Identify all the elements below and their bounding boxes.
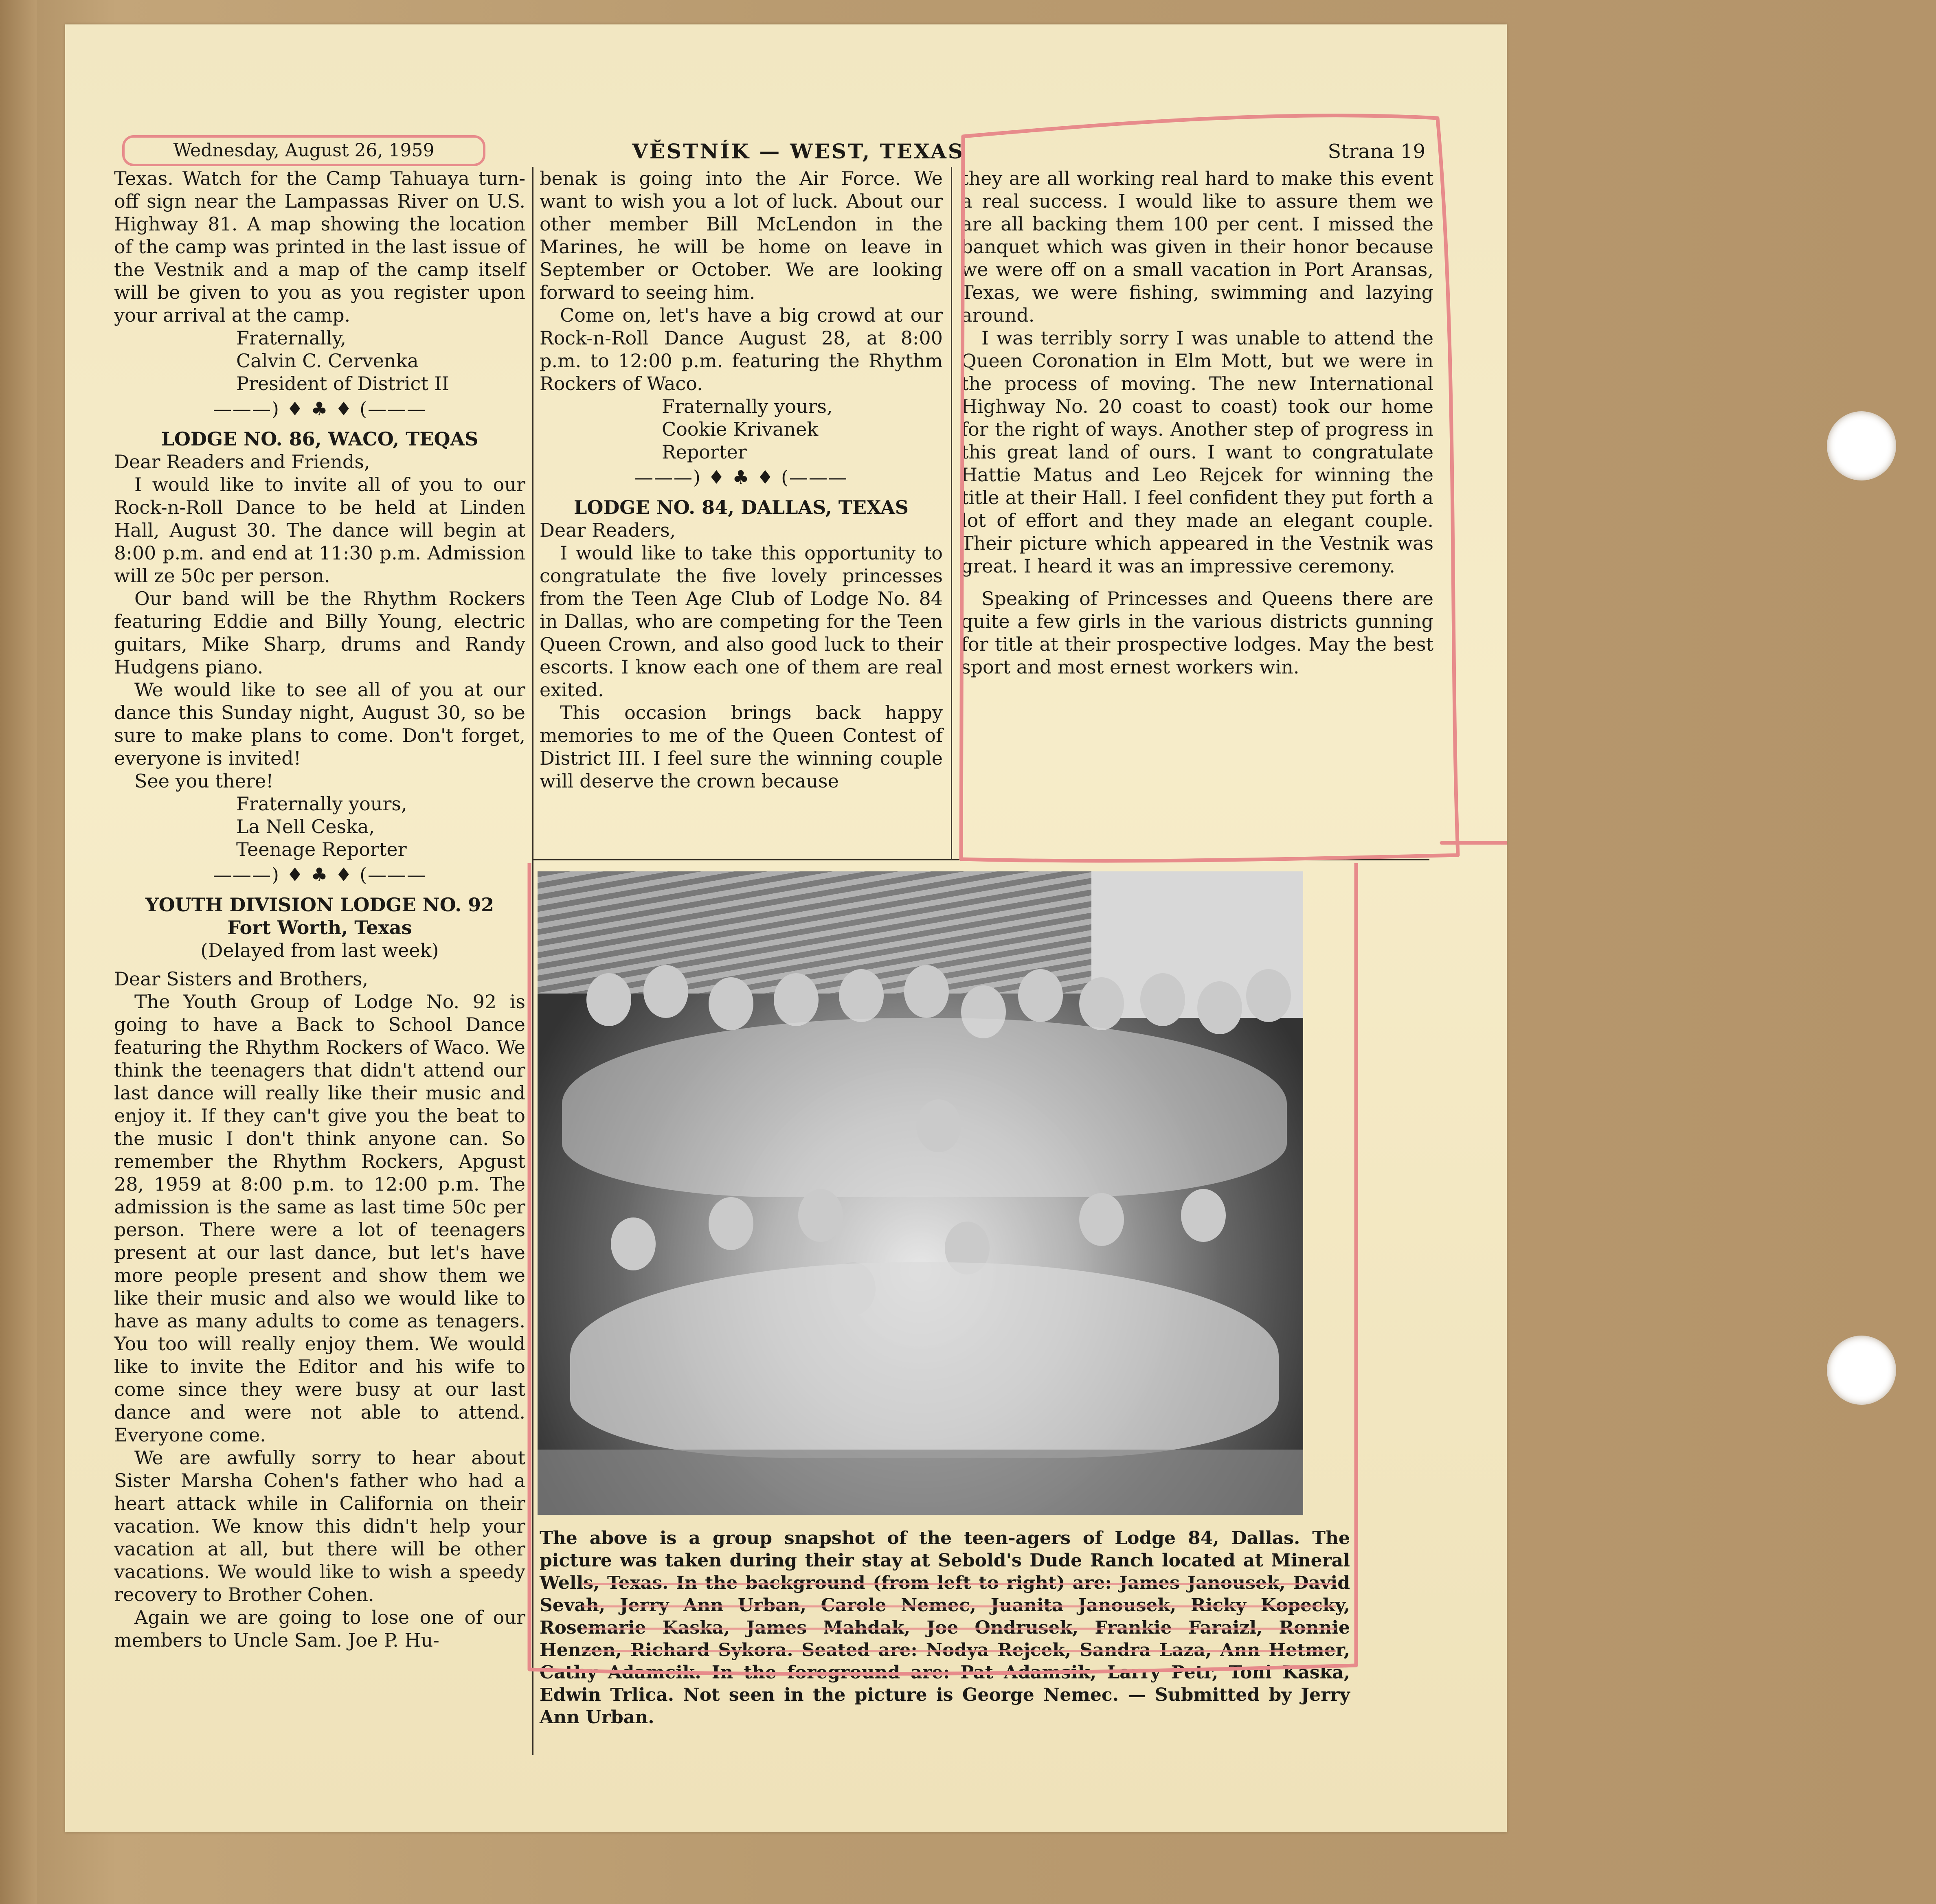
person-head bbox=[1197, 981, 1242, 1034]
article-paragraph: See you there! bbox=[134, 770, 274, 792]
article-paragraph: We are awfully sorry to hear about Sister Marsha Cohen's father who had a heart attack while in California on their vacation. We know this didn't help your vacation at all, but there will be other vacations. We would like to wish a speedy recovery to Brother Cohen. bbox=[114, 1447, 525, 1606]
seated-row bbox=[570, 1262, 1279, 1458]
section-ornament: ———) ♦ ♣ ♦ (——— bbox=[213, 398, 427, 420]
page-number: Strana 19 bbox=[1328, 140, 1425, 163]
article-heading: LODGE NO. 86, WACO, TEQAS bbox=[161, 428, 479, 450]
signature-closing: Fraternally yours, bbox=[662, 395, 833, 417]
article-paragraph: I would like to invite all of you to our Rock-n-Roll Dance to be held at Linden Hall, August 30. The dance will begin at 8:00 p.m. and end at 11:30 p.m. Admission will ze 50c per person. bbox=[114, 474, 525, 587]
column-1 bbox=[114, 167, 525, 1652]
article-paragraph: Come on, let's have a big crowd at our Rock-n-Roll Dance August 28, at 8:00 p.m. to 12:00 p.m. featuring the Rhythm Rockers of Waco. bbox=[540, 304, 943, 395]
issue-date: Wednesday, August 26, 1959 bbox=[122, 135, 485, 166]
signature-closing: Fraternally yours, bbox=[236, 793, 407, 815]
person-head bbox=[916, 1099, 961, 1152]
person-head bbox=[774, 973, 819, 1026]
article-paragraph: Our band will be the Rhythm Rockers featuring Eddie and Billy Young, electric guitars, Mike Sharp, drums and Randy Hudgens piano. bbox=[114, 588, 525, 678]
signature-title: Reporter bbox=[662, 441, 747, 463]
article-continuation: Texas. Watch for the Camp Tahuaya turn-off sign near the Lampassas River on U.S. Highway 81. A map showing the location of the camp was printed in the last issue of the Vestnik and a map of the camp itself will be given to you as you register upon your arrival at the camp. bbox=[114, 167, 525, 326]
photo-ground bbox=[538, 1450, 1303, 1515]
article-greeting: Dear Sisters and Brothers, bbox=[114, 968, 369, 990]
article-greeting: Dear Readers, bbox=[540, 519, 676, 541]
person-head bbox=[1079, 1193, 1124, 1246]
signature-title: Teenage Reporter bbox=[236, 838, 407, 860]
section-ornament: ———) ♦ ♣ ♦ (——— bbox=[213, 864, 427, 886]
person-head bbox=[709, 977, 753, 1030]
column-rule bbox=[532, 167, 533, 1755]
article-paragraph: I would like to take this opportunity to congratulate the five lovely princesses from the Teen Age Club of Lodge No. 84 in Dallas, who are competing for the Teen Queen Crown, and also good luck to their escorts. I know each one of them are real exited. bbox=[540, 542, 943, 701]
page-binding-edge bbox=[0, 0, 37, 1904]
article-note: (Delayed from last week) bbox=[200, 939, 439, 961]
article-continuation: benak is going into the Air Force. We want to wish you a lot of luck. About our other member Bill McLendon in the Marines, he will be home on leave in September or October. We are looking forward to seeing him. bbox=[540, 167, 943, 303]
signature-closing: Fraternally, bbox=[236, 327, 347, 349]
section-ornament: ———) ♦ ♣ ♦ (——— bbox=[634, 466, 848, 488]
person-head bbox=[643, 965, 688, 1018]
article-paragraph: The Youth Group of Lodge No. 92 is going to have a Back to School Dance featuring the Rhythm Rockers of Waco. We think the teenagers that didn't attend our last dance will really like their music and enjoy it. If they can't give you the beat to the music I don't think anyone can. So remember the Rhythm Rockers, Apgust 28, 1959 at 8:00 p.m. to 12:00 p.m. The admission is the same as last time 50c per person. There were a lot of teenagers present at our last dance, but let's have more people present and show them we like their music and also we would like to have as many adults to come as tenagers. You too will really enjoy them. We would like to invite the Editor and his wife to come since they were busy at our last dance and were not able to attend. Everyone come. bbox=[114, 991, 525, 1446]
signature-name: La Nell Ceska, bbox=[236, 816, 375, 838]
horizontal-rule bbox=[533, 859, 1429, 860]
person-head bbox=[798, 1189, 843, 1242]
article-paragraph: I was terribly sorry I was unable to attend the Queen Coronation in Elm Mott, but we were in the process of moving. The new International Highway No. 20 coast to coast) took our home for the right of ways. Another step of progress in this great land of ours. I want to congratulate Hattie Matus and Leo Rejcek for winning the title at their Hall. I feel confident they put forth a lot of effort and they made an elegant couple. Their picture which appeared in the Vestnik was great. I heard it was an impressive ceremony. bbox=[961, 327, 1433, 577]
person-head bbox=[586, 973, 631, 1026]
column-2 bbox=[540, 167, 943, 792]
pink-arrow bbox=[1442, 823, 1507, 863]
article-heading: LODGE NO. 84, DALLAS, TEXAS bbox=[574, 496, 909, 518]
article-greeting: Dear Readers and Friends, bbox=[114, 451, 370, 473]
article-heading: YOUTH DIVISION LODGE NO. 92 bbox=[145, 894, 494, 916]
signature-title: President of District II bbox=[236, 373, 449, 395]
article-paragraph: This occasion brings back happy memories to me of the Queen Contest of District III. I feel sure the winning couple will deserve the crown because bbox=[540, 702, 943, 792]
person-head bbox=[709, 1197, 753, 1250]
newspaper-clipping bbox=[65, 24, 1507, 1832]
column-rule bbox=[951, 167, 952, 859]
person-head bbox=[1181, 1189, 1226, 1242]
signature-name: Cookie Krivanek bbox=[662, 418, 819, 440]
person-head bbox=[1079, 977, 1124, 1030]
article-paragraph: Speaking of Princesses and Queens there are quite a few girls in the various districts gunning for title at their prospective lodges. May the best sport and most ernest workers win. bbox=[961, 588, 1433, 678]
signature-name: Calvin C. Cervenka bbox=[236, 350, 419, 372]
article-subheading: Fort Worth, Texas bbox=[227, 917, 412, 939]
person-head bbox=[611, 1217, 656, 1270]
binder-hole bbox=[1827, 1336, 1896, 1405]
person-head bbox=[1018, 969, 1063, 1022]
article-continuation: they are all working real hard to make this event a real success. I would like to assure them we are all backing them 100 per cent. I missed the banquet which was given in their honor because we were off on a small vacation in Port Aransas, Texas, we were fishing, swimming and lazying around. bbox=[961, 167, 1433, 326]
article-paragraph: We would like to see all of you at our dance this Sunday night, August 30, so be sure to make plans to come. Don't forget, everyone is invited! bbox=[114, 679, 525, 769]
article-paragraph: Again we are going to lose one of our members to Uncle Sam. Joe P. Hu- bbox=[114, 1606, 525, 1651]
person-head bbox=[1246, 969, 1291, 1022]
person-head bbox=[904, 965, 949, 1018]
person-head bbox=[839, 969, 884, 1022]
photo-caption: The above is a group snapshot of the teen-agers of Lodge 84, Dallas. The picture was taken during their stay at Sebold's Dude Ranch located at Mineral Wells, Texas. In the background (from left to right) are: James Janousek, David Sevah, Jerry Ann Urban, Carole Nemec, Juanita Janousek, Ricky Kopecky, Rosemarie Kaska, James Mahdak, Joe Ondrusek, Frankie Faraizl, Ronnie Henzen, Richard Sykora. Seated are: Nodya Rejcek, Sandra Laza, Ann Hetmer, Cathy Adamcik. In the foreground are: Pat Adamsik, Larry Petr, Toni Kaska, Edwin Trlica. Not seen in the picture is George Nemec. — Submitted by Jerry Ann Urban. bbox=[540, 1528, 1350, 1728]
person-head bbox=[1140, 973, 1185, 1026]
binder-hole bbox=[1827, 411, 1896, 480]
newspaper-title: VĚSTNÍK — WEST, TEXAS bbox=[632, 139, 964, 163]
group-photo bbox=[538, 871, 1303, 1515]
column-3 bbox=[961, 167, 1433, 678]
